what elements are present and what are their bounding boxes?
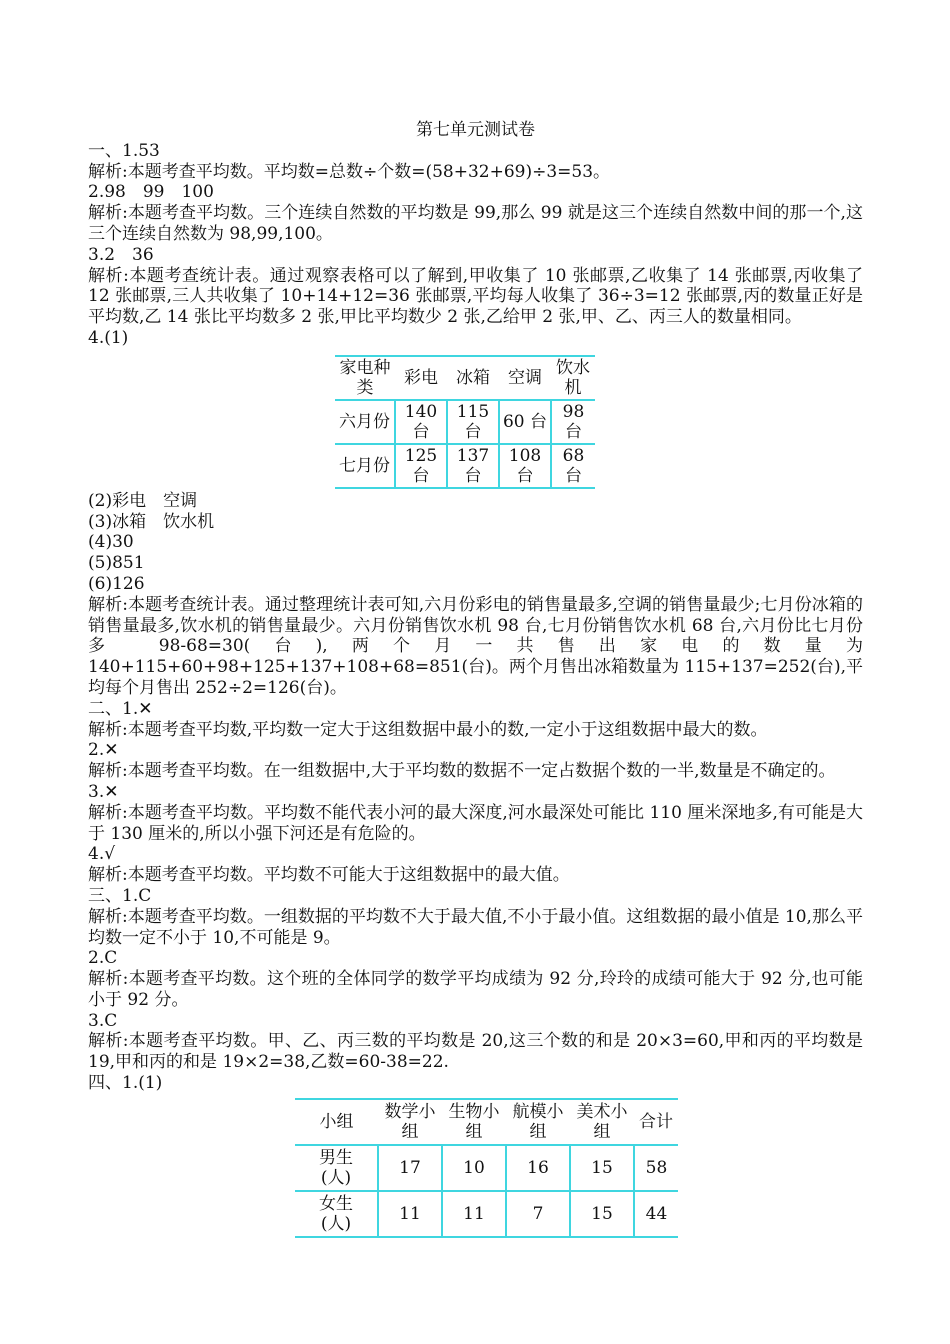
text-line: 解析:本题考查平均数。平均数不能代表小河的最大深度,河水最深处可能比 110 厘米深地多,有可能是大于 130 厘米的,所以小强下河还是有危险的。 [88,802,863,844]
text-line: (6)126 [88,573,145,594]
text-line: 一、1.53 [88,140,160,161]
table-cell: 15 [570,1145,634,1191]
table-cell: 生物小组 [442,1099,506,1145]
section-one [88,141,863,349]
text-line: 三、1.C [88,885,152,906]
table-cell: 男生(人) [295,1145,378,1191]
text-line: 解析:本题考查平均数。平均数不可能大于这组数据中的最大值。 [88,865,570,886]
table-cell: 家电种类 [335,356,395,400]
table-cell: 空调 [499,356,551,400]
table-cell: 11 [378,1191,442,1237]
interest-group-table [295,1098,678,1238]
text-line: (3)冰箱 饮水机 [88,511,215,532]
table-cell: 140 台 [395,400,447,444]
text-line: (4)30 [88,532,134,553]
text-line: 解析:本题考查平均数。在一组数据中,大于平均数的数据不一定占数据个数的一半,数量是不确定的。 [88,761,836,782]
text-line: 四、1.(1) [88,1073,163,1094]
table-cell: 彩电 [395,356,447,400]
table-row [335,400,595,444]
text-line: 2.C [88,948,118,969]
page-title: 第七单元测试卷 [416,120,535,140]
table-cell: 航模小组 [506,1099,570,1145]
table-cell: 饮水机 [551,356,595,400]
text-line: 解析:本题考查平均数。三个连续自然数的平均数是 99,那么 99 就是这三个连续自然数中间的那一个,这三个连续自然数为 98,99,100。 [88,203,863,244]
text-line: 3.C [88,1010,118,1031]
table-header-row [335,356,595,400]
text-line: 4.√ [88,844,116,865]
text-line: 二、1.✕ [88,698,153,719]
table-header-row [295,1099,678,1145]
table-cell: 六月份 [335,400,395,444]
table-cell: 98 台 [551,400,595,444]
text-line: 3.2 36 [88,244,154,265]
table-cell: 美术小组 [570,1099,634,1145]
table-cell: 15 [570,1191,634,1237]
text-line: 4.(1) [88,327,129,348]
table-cell: 16 [506,1145,570,1191]
table-cell: 108 台 [499,444,551,488]
table-cell: 合计 [634,1099,678,1145]
table-cell: 115 台 [447,400,499,444]
table-cell: 125 台 [395,444,447,488]
text-line: (5)851 [88,553,145,574]
table-cell: 小组 [295,1099,378,1145]
table-cell: 60 台 [499,400,551,444]
text-line: 解析:本题考查平均数。甲、乙、丙三数的平均数是 20,这三个数的和是 20×3=60,甲和丙的平均数是 19,甲和丙的和是 19×2=38,乙数=60-38=22. [88,1031,863,1073]
text-line: 3.✕ [88,781,119,802]
appliance-sales-table [335,355,595,489]
table-cell: 10 [442,1145,506,1191]
text-line: 解析:本题考查平均数。这个班的全体同学的数学平均成绩为 92 分,玲玲的成绩可能大于 92 分,也可能小于 92 分。 [88,969,863,1010]
table-cell: 七月份 [335,444,395,488]
table-cell: 女生(人) [295,1191,378,1237]
table-row [295,1191,678,1237]
table-cell: 17 [378,1145,442,1191]
table-cell: 44 [634,1191,678,1237]
table-cell: 137 台 [447,444,499,488]
text-line: (2)彩电 空调 [88,490,198,511]
table-cell: 7 [506,1191,570,1237]
table-cell: 数学小组 [378,1099,442,1145]
table-cell: 冰箱 [447,356,499,400]
table-cell: 11 [442,1191,506,1237]
text-line: 解析:本题考查平均数,平均数一定大于这组数据中最小的数,一定小于这组数据中最大的数。 [88,719,768,740]
text-line: 2.98 99 100 [88,182,214,203]
section-rest [88,491,863,1094]
table-row [295,1145,678,1191]
text-line: 解析:本题考查平均数。一组数据的平均数不大于最大值,不小于最小值。这组数据的最小值是 10,那么平均数一定不小于 10,不可能是 9。 [88,906,863,948]
text-line: 解析:本题考查平均数。平均数=总数÷个数=(58+32+69)÷3=53。 [88,161,611,182]
table-cell: 58 [634,1145,678,1191]
table-cell: 68 台 [551,444,595,488]
text-line: 解析:本题考查统计表。通过整理统计表可知,六月份彩电的销售量最多,空调的销售量最少;七月份冰箱的销售量最多,饮水机的销售量最少。六月份销售饮水机 98 台,七月份销售饮水机 68 台,六月份比七月份多 98-68=30(台),两个月一共售出家电的数量为 140+115+60+98+125+137+108+68=851(台)。两个月售出冰箱数量为 115+137=252(台),平均每个月售出 252÷2=126(台)。 [88,594,863,698]
text-line: 2.✕ [88,740,119,761]
text-line: 解析:本题考查统计表。通过观察表格可以了解到,甲收集了 10 张邮票,乙收集了 14 张邮票,丙收集了 12 张邮票,三人共收集了 10+14+12=36 张邮票,平均每人收集了 36÷3=12 张邮票,丙的数量正好是平均数,乙 14 张比平均数多 2 张,甲比平均数少 2 张,乙给甲 2 张,甲、乙、丙三人的数量相同。 [88,265,863,328]
document-page [88,120,863,1238]
table-row [335,444,595,488]
